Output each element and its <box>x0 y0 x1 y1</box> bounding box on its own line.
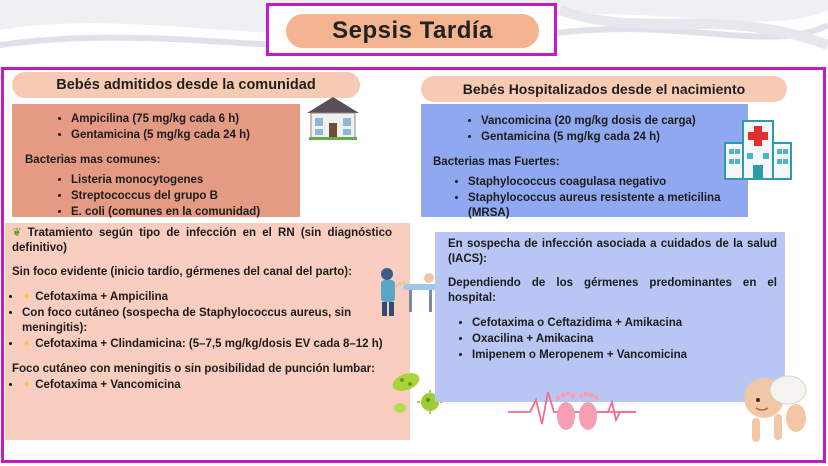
house-icon <box>301 93 365 141</box>
right-guidance-box <box>435 232 785 402</box>
right-bacteria-item: • Staphylococcus coagulasa negativo <box>468 175 738 190</box>
left-bacteria-title: Bacterias mas comunes: <box>25 154 161 166</box>
star-icon: ✶ <box>22 291 32 303</box>
leaf-icon: ❦ <box>12 227 22 239</box>
right-treatment-item: • Gentamicina (5 mg/kg cada 24 h) <box>481 130 738 145</box>
right-bacteria-title: Bacterias mas Fuertes: <box>433 156 560 168</box>
left-bacteria-item: • E. coli (comunes en la comunidad) <box>71 205 290 220</box>
left-intro: Tratamiento según tipo de infección en el RN (sin diagnóstico definitivo) <box>12 227 392 254</box>
hospital-icon <box>721 117 795 181</box>
right-bacteria-item: • Staphylococcus aureus resistente a meticilina (MRSA) <box>468 191 738 221</box>
baby-feet-heartbeat-icon <box>508 384 636 436</box>
right-option-item: • Oxacilina + Amikacina <box>472 332 777 347</box>
right-option-item: • Cefotaxima o Ceftazidima + Amikacina <box>472 316 777 331</box>
right-treatment-item: • Vancomicina (20 mg/kg dosis de carga) <box>481 114 738 129</box>
star-icon: ✶ <box>22 338 32 350</box>
doctor-patient-icon <box>373 262 441 318</box>
right-option-item: • Imipenem o Meropenem + Vancomicina <box>472 348 777 363</box>
baby-icon <box>734 368 812 448</box>
left-meningitis: Foco cutáneo con meningitis o sin posibilidad de punción lumbar: <box>12 363 375 375</box>
left-bacteria-item: • Listeria monocytogenes <box>71 173 290 188</box>
title-frame <box>266 3 557 56</box>
left-final-item: • ✶ Cefotaxima + Vancomicina <box>22 378 392 393</box>
left-header-text: Bebés admitidos desde la comunidad <box>56 77 316 93</box>
title-pill <box>286 14 539 48</box>
right-header <box>421 76 787 102</box>
right-treatment-box <box>421 104 748 217</box>
left-treatment-item: • Ampicilina (75 mg/kg cada 6 h) <box>71 112 290 127</box>
left-option-item: • ✶ Cefotaxima + Clindamicina: (5–7,5 mg/kg/dosis EV cada 8–12 h) <box>22 337 392 352</box>
left-treatment-box <box>12 104 300 217</box>
right-depending: Dependiendo de los gérmenes predominantes en el hospital: <box>448 277 777 304</box>
left-option-item: • ✶ Cefotaxima + Ampicilina <box>22 290 392 305</box>
left-bacteria-item: • Streptococcus del grupo B <box>71 189 290 204</box>
left-treatment-item: • Gentamicina (5 mg/kg cada 24 h) <box>71 128 290 143</box>
left-no-focus: Sin foco evidente (inicio tardío, gérmenes del canal del parto): <box>12 266 352 278</box>
right-header-text: Bebés Hospitalizados desde el nacimiento <box>462 81 746 97</box>
left-option-item: • Con foco cutáneo (sospecha de Staphylococcus aureus, sin meningitis): <box>22 306 392 336</box>
star-icon: ✶ <box>22 379 32 391</box>
left-guidance-box <box>5 223 410 440</box>
right-iacs: En sospecha de infección asociada a cuidados de la salud (IACS): <box>448 238 777 265</box>
page-title: Sepsis Tardía <box>332 17 493 44</box>
